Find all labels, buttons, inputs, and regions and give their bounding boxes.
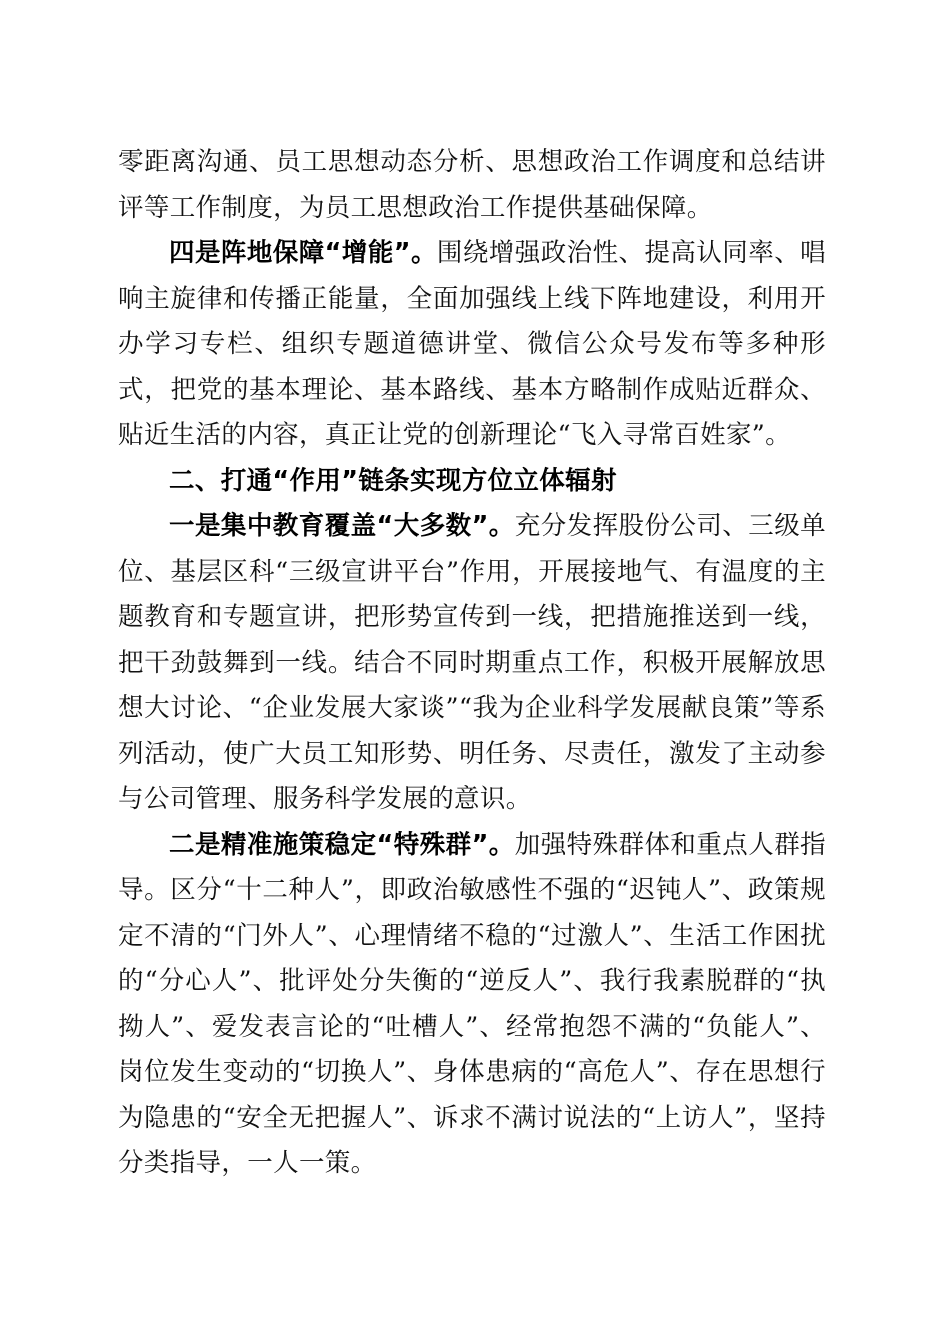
paragraph-centralized-education xyxy=(118,504,826,823)
paragraph-lead: 四是阵地保障“增能”。 xyxy=(169,238,437,268)
paragraph-body: 充分发挥股份公司、三级单位、基层区科“三级宣讲平台”作用，开展接地气、有温度的主题教育和专题宣讲，把形势宣传到一线，把措施推送到一线，把干劲鼓舞到一线。结合不同时期重点工作，积极开展解放思想大讨论、“企业发展大家谈”“我为企业科学发展献良策”等系列活动，使广大员工知形势、明任务、尽责任，激发了主动参与公司管理、服务科学发展的意识。 xyxy=(118,511,826,814)
paragraph-body: 加强特殊群体和重点人群指导。区分“十二种人”，即政治敏感性不强的“迟钝人”、政策规定不清的“门外人”、心理情绪不稳的“过激人”、生活工作困扰的“分心人”、批评处分失衡的“逆反人”、我行我素脱群的“执拗人”、爱发表言论的“吐槽人”、经常抱怨不满的“负能人”、岗位发生变动的“切换人”、身体患病的“高危人”、存在思想行为隐患的“安全无把握人”、诉求不满讨说法的“上访人”，坚持分类指导，一人一策。 xyxy=(118,829,826,1178)
paragraph-lead: 一是集中教育覆盖“大多数”。 xyxy=(169,511,515,541)
paragraph-body: 零距离沟通、员工思想动态分析、思想政治工作调度和总结讲评等工作制度，为员工思想政治工作提供基础保障。 xyxy=(118,147,826,223)
paragraph-special-groups xyxy=(118,823,826,1187)
document-body xyxy=(118,140,826,1187)
paragraph-position-guarantee xyxy=(118,231,826,459)
section-heading-text: 二、打通“作用”链条实现方位立体辐射 xyxy=(169,465,617,496)
paragraph-lead: 二是精准施策稳定“特殊群”。 xyxy=(169,829,515,860)
paragraph-continued xyxy=(118,140,826,231)
section-heading xyxy=(118,459,826,505)
paragraph-body: 围绕增强政治性、提高认同率、唱响主旋律和传播正能量，全面加强线上线下阵地建设，利用开办学习专栏、组织专题道德讲堂、微信公众号发布等多种形式，把党的基本理论、基本路线、基本方略制作成贴近群众、贴近生活的内容，真正让党的创新理论“飞入寻常百姓家”。 xyxy=(118,238,826,450)
